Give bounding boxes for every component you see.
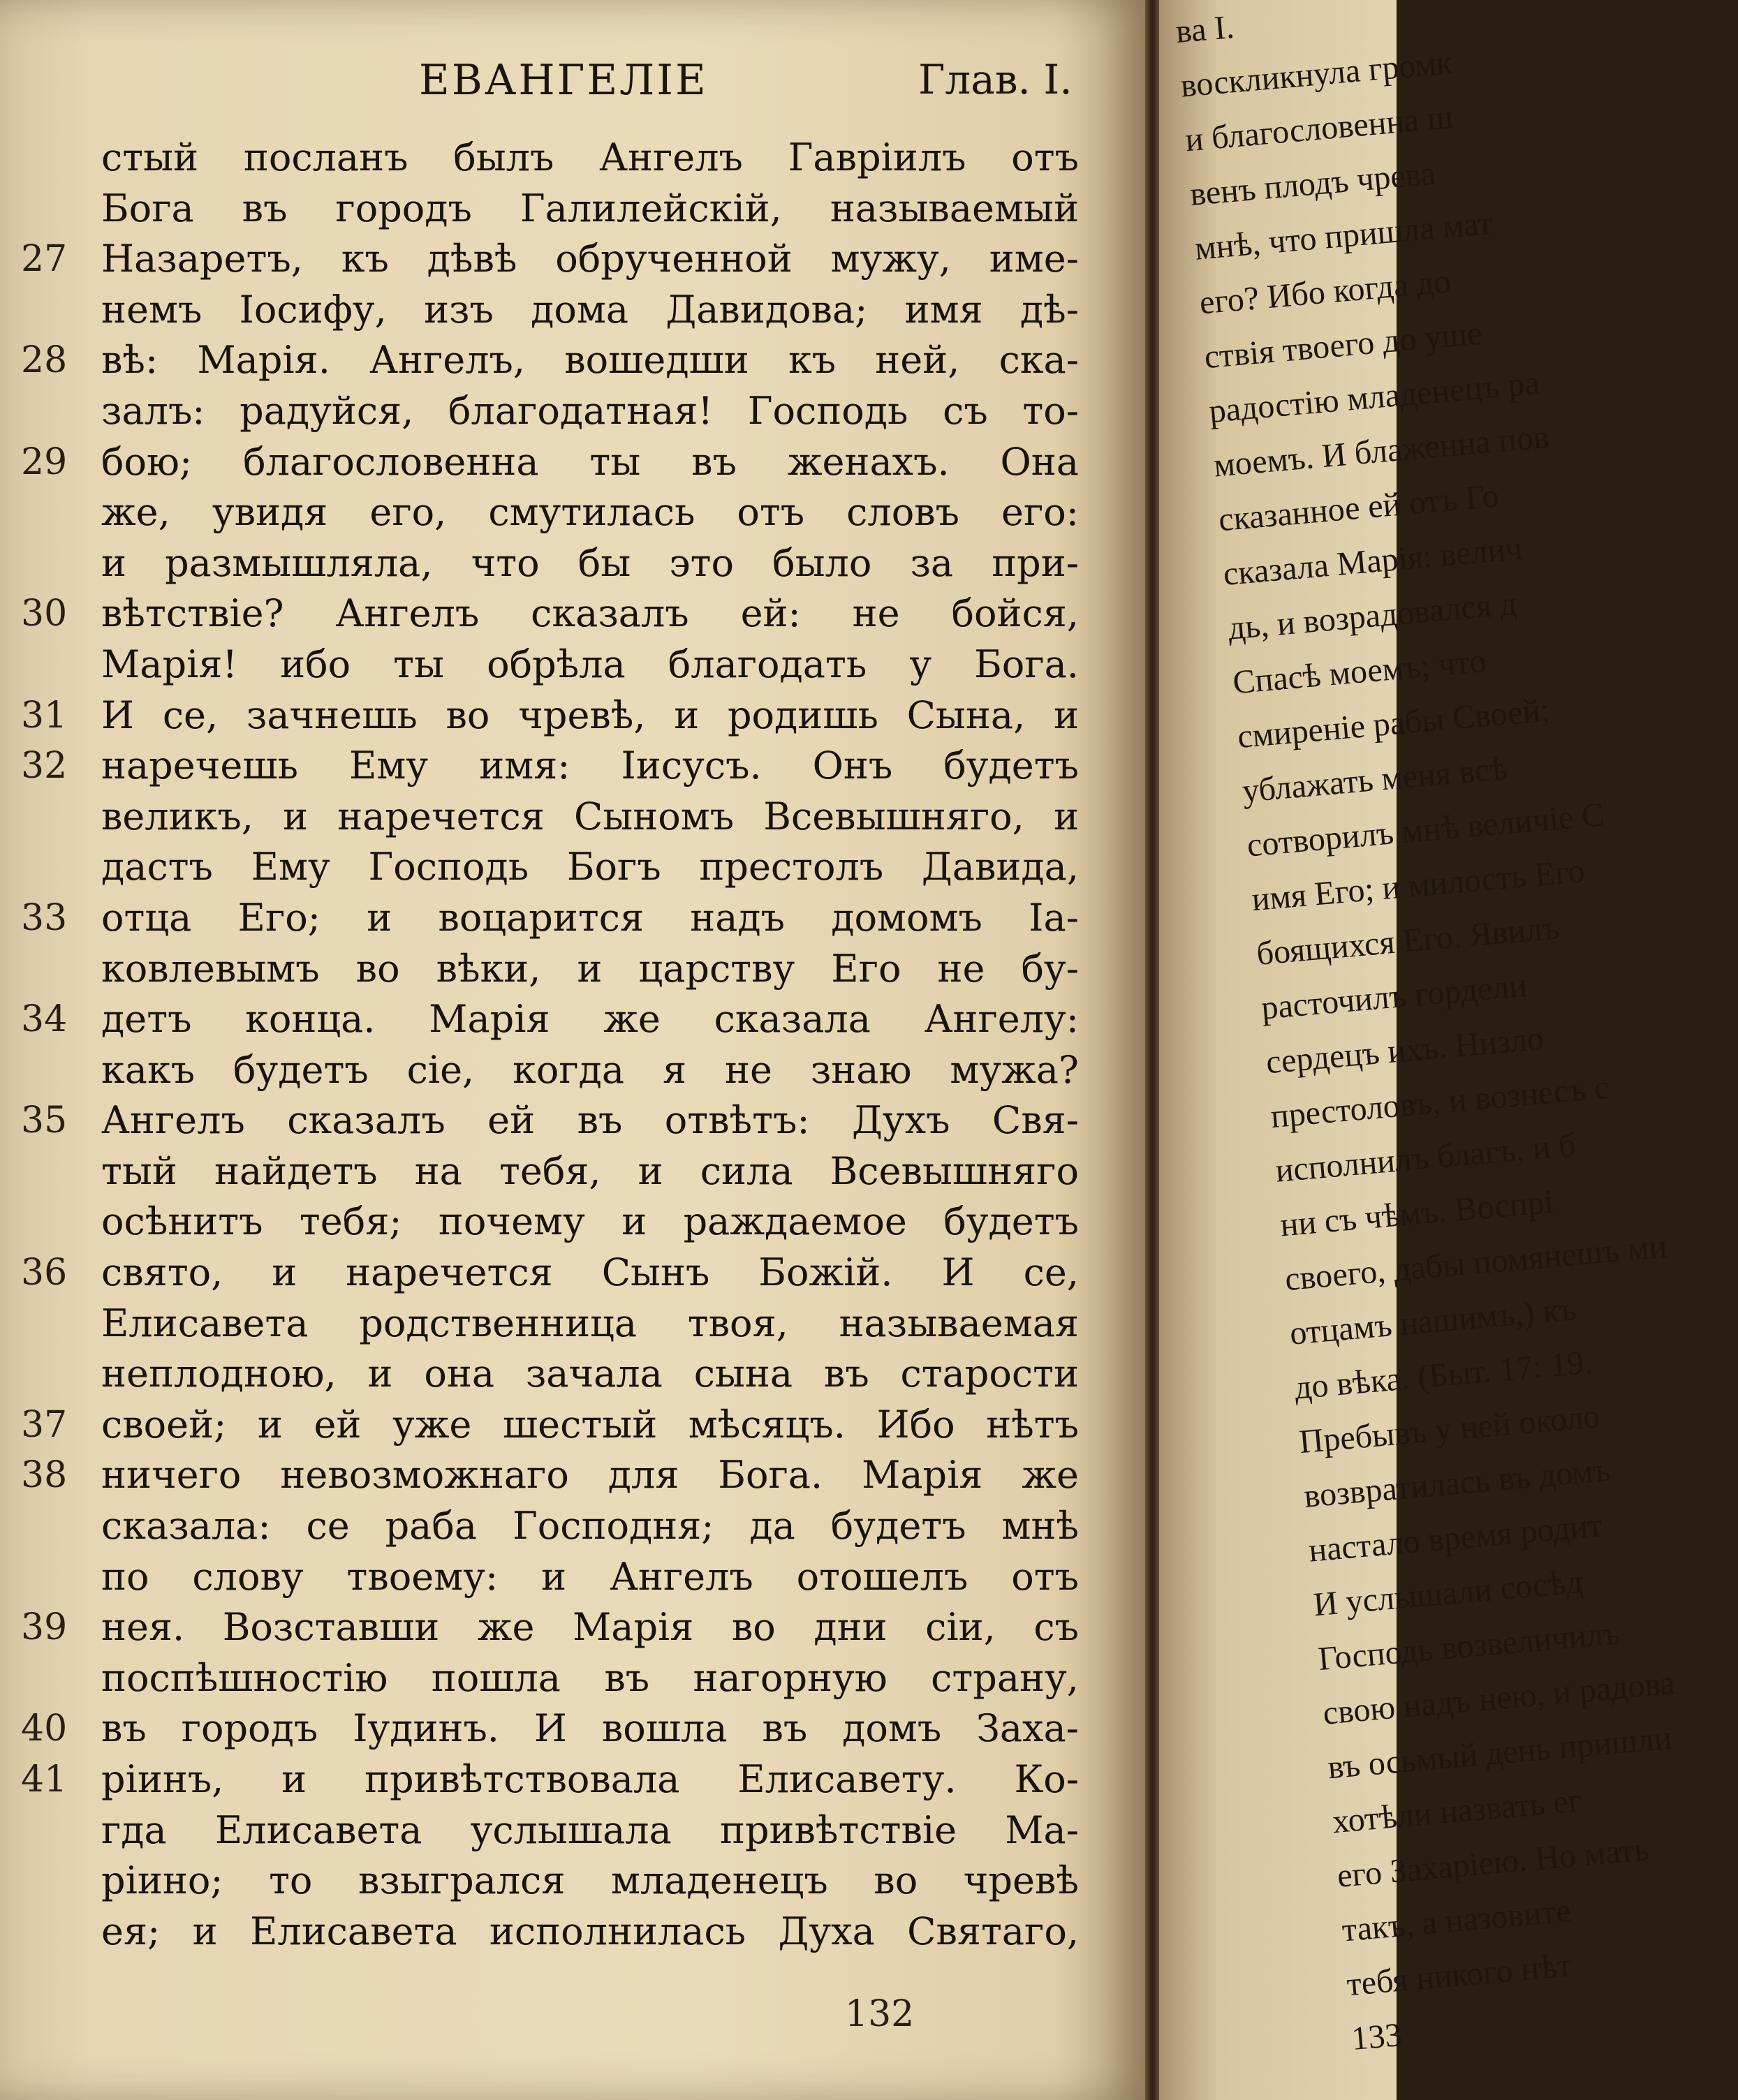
right-page-line: своего, дабы помянешъ ми — [1283, 1227, 1669, 1299]
right-page-line: смиреніе рабы Своей; — [1236, 691, 1552, 756]
book-gutter — [1145, 0, 1159, 2100]
line-text: и размышляла, что бы это было за при- — [101, 540, 1079, 585]
text-line — [0, 1146, 1145, 1197]
verse-number: 34 — [21, 998, 68, 1041]
text-line — [0, 1501, 1145, 1552]
verse-number: 37 — [21, 1403, 68, 1446]
text-line — [0, 437, 1145, 488]
line-text: стый посланъ былъ Ангелъ Гавріилъ отъ — [101, 135, 1079, 179]
line-text: ничего невозможнаго для Бога. Марія же — [101, 1453, 1079, 1498]
line-text: своей; и ей уже шестый мѣсяцъ. Ибо нѣтъ — [101, 1402, 1079, 1447]
right-page-line: исполнилъ благъ, и б — [1274, 1126, 1577, 1190]
line-text: въ городъ Іудинъ. И вошла въ домъ Заха- — [101, 1706, 1079, 1751]
right-page-line: и благословенна ш — [1184, 98, 1455, 159]
right-page-line: венъ плодъ чрева — [1188, 154, 1437, 214]
line-text: детъ конца. Марія же сказала Ангелу: — [101, 997, 1079, 1042]
verse-number: 33 — [21, 896, 68, 939]
text-line — [0, 690, 1145, 741]
text-line — [0, 1602, 1145, 1653]
verse-number: 29 — [21, 441, 68, 483]
right-page-line: Пребывъ у ней около — [1297, 1397, 1602, 1461]
line-text: великъ, и наречется Сыномъ Всевышняго, и — [101, 794, 1079, 838]
line-text: сказала: се раба Господня; да будетъ мнѣ — [101, 1504, 1079, 1548]
verse-number: 28 — [21, 339, 68, 382]
right-page — [1159, 0, 1677, 2100]
right-page-line: сказала Марія: велич — [1221, 529, 1524, 593]
line-text: Назаретъ, къ дѣвѣ обрученной мужу, име- — [101, 237, 1079, 281]
line-text: ріинъ, и привѣтствовала Елисавету. Ко- — [101, 1757, 1079, 1801]
right-page-line: такъ, а назовите — [1340, 1892, 1573, 1949]
text-line — [0, 1856, 1145, 1907]
text-line — [0, 1248, 1145, 1299]
right-page-line: хотѣли назвать ег — [1331, 1782, 1584, 1841]
running-head — [105, 56, 1082, 119]
line-text: неплодною, и она зачала сына въ старости — [101, 1352, 1079, 1396]
text-line — [0, 1450, 1145, 1501]
text-line — [0, 285, 1145, 336]
text-line — [0, 741, 1145, 792]
line-text: ріино; то взыгрался младенецъ во чревѣ — [101, 1858, 1079, 1903]
text-line — [0, 944, 1145, 995]
text-line — [0, 589, 1145, 639]
text-line — [0, 1045, 1145, 1096]
line-text: поспѣшностію пошла въ нагорную страну, — [101, 1655, 1079, 1700]
text-line — [0, 893, 1145, 944]
line-text: Елисавета родственница твоя, называемая — [101, 1301, 1079, 1345]
verse-number: 27 — [21, 238, 68, 281]
text-line — [0, 1299, 1145, 1350]
line-text: Бога въ городъ Галилейскій, называемый — [101, 186, 1079, 230]
right-page-line: сердецъ ихъ. Низло — [1264, 1019, 1545, 1081]
text-line — [0, 639, 1145, 690]
line-text: вѣтствіе? Ангелъ сказалъ ей: не бойся, — [101, 591, 1079, 636]
line-text: гда Елисавета услышала привѣтствіе Ма- — [101, 1807, 1079, 1852]
verse-number: 36 — [21, 1252, 68, 1294]
right-page-line: моемъ. И блаженна пов — [1212, 417, 1551, 485]
verse-number: 35 — [21, 1100, 68, 1142]
right-page-line: престоловъ, и вознесъ с — [1269, 1068, 1611, 1136]
verse-number: 31 — [21, 694, 68, 737]
text-line — [0, 1754, 1145, 1805]
right-page-line: мнѣ, что пришла мат — [1193, 204, 1494, 267]
text-line — [0, 1703, 1145, 1754]
right-page-line: ни съ чѣмъ. Воспрі — [1279, 1183, 1555, 1244]
line-text: Марія! ибо ты обрѣла благодать у Бога. — [101, 642, 1079, 686]
line-text: тый найдетъ на тебя, и сила Всевышняго — [101, 1148, 1079, 1193]
text-line — [0, 1653, 1145, 1704]
line-text: залъ: радуйся, благодатная! Господь съ то- — [101, 388, 1079, 433]
verse-number: 32 — [21, 745, 68, 788]
text-line — [0, 1805, 1145, 1856]
right-page-line: расточилъ гордели — [1260, 966, 1529, 1027]
right-page-line: ствія твоего до уше — [1202, 314, 1484, 376]
text-line — [0, 335, 1145, 386]
chapter-label: Глав. I. — [918, 56, 1073, 103]
line-text: по слову твоему: и Ангелъ отошелъ отъ — [101, 1554, 1079, 1599]
line-text: ея; и Елисавета исполнилась Духа Святаго, — [101, 1909, 1079, 1953]
line-text: отца Его; и воцарится надъ домомъ Іа- — [101, 895, 1079, 940]
text-line — [0, 1907, 1145, 1958]
text-line — [0, 234, 1145, 285]
right-page-line: ва I. — [1174, 8, 1236, 50]
right-page-line: возвратилась въ домъ — [1302, 1451, 1612, 1515]
line-text: нея. Возставши же Марія во дни сіи, съ — [101, 1605, 1079, 1650]
text-line — [0, 1197, 1145, 1248]
text-line — [0, 842, 1145, 893]
line-text: свято, и наречется Сынъ Божій. И се, — [101, 1250, 1079, 1295]
verse-number: 38 — [21, 1454, 68, 1497]
right-page-line: имя Его; и милость Его — [1250, 852, 1586, 919]
right-page-line: сказанное ей отъ Го — [1216, 477, 1501, 539]
text-line — [0, 538, 1145, 589]
right-page-line: дь, и возрадовался д — [1226, 584, 1519, 647]
text-line — [0, 1552, 1145, 1603]
right-page-line: тебя никого нѣт — [1345, 1946, 1573, 2004]
right-page-text — [1159, 0, 1677, 2092]
right-page-line: до вѣка. (Быт. 17: 19. — [1293, 1343, 1594, 1407]
right-page-line: сотворилъ мнѣ величіе С — [1245, 796, 1606, 864]
text-line — [0, 184, 1145, 235]
verse-number: 30 — [21, 593, 68, 635]
line-text: И се, зачнешь во чревѣ, и родишь Сына, и — [101, 693, 1079, 737]
text-line — [0, 487, 1145, 538]
line-text: бою; благословенна ты въ женахъ. Она — [101, 439, 1079, 484]
text-line — [0, 792, 1145, 843]
right-page-line: боящихся Его. Явилъ — [1255, 909, 1561, 973]
verse-number: 39 — [21, 1606, 68, 1649]
verse-number: 41 — [21, 1759, 68, 1800]
text-line — [0, 1400, 1145, 1451]
line-text: ковлевымъ во вѣки, и царству Его не бу- — [101, 946, 1079, 991]
line-text: наречешь Ему имя: Іисусъ. Онъ будетъ — [101, 744, 1079, 788]
right-page-line: въ осьмый день пришли — [1326, 1719, 1674, 1787]
page-title: ЕВАНГЕЛІЕ — [419, 56, 708, 105]
right-page-line: ублажать меня всѣ — [1240, 749, 1510, 810]
right-page-line: Спасѣ моемъ; что — [1231, 642, 1488, 702]
text-line — [0, 133, 1145, 184]
line-text: же, увидя его, смутилась отъ словъ его: — [101, 490, 1079, 535]
line-text: осѣнитъ тебя; почему и раждаемое будетъ — [101, 1199, 1079, 1244]
gospel-text-block — [0, 133, 1145, 1957]
text-line — [0, 1095, 1145, 1146]
right-page-line: 133 — [1350, 2016, 1404, 2057]
line-text: Ангелъ сказалъ ей въ отвѣтъ: Духъ Свя- — [101, 1098, 1079, 1143]
right-page-line: отцамъ нашимъ,) къ — [1288, 1290, 1578, 1352]
right-page-line: Господь возвеличилъ — [1316, 1614, 1622, 1678]
page-number: 132 — [845, 1993, 915, 2035]
verse-number: 40 — [21, 1708, 68, 1750]
right-page-line: И услышали сосѣд — [1311, 1562, 1584, 1624]
right-page-line: радостію младенецъ ра — [1207, 364, 1541, 430]
line-text: немъ Іосифу, изъ дома Давидова; имя дѣ- — [101, 287, 1079, 332]
right-page-line: свою надъ нею, и радова — [1321, 1664, 1677, 1732]
right-page-line: настало время родит — [1307, 1507, 1604, 1569]
text-line — [0, 386, 1145, 437]
line-text: какъ будетъ сіе, когда я не знаю мужа? — [101, 1047, 1079, 1092]
right-page-line: его? Ибо когда до — [1198, 262, 1452, 322]
right-page-line: его Захаріею. Но мать — [1335, 1831, 1651, 1895]
right-page-line: воскликнула громк — [1179, 43, 1455, 105]
text-line — [0, 1349, 1145, 1400]
line-text: дастъ Ему Господь Богъ престолъ Давида, — [101, 845, 1079, 889]
text-line — [0, 994, 1145, 1045]
line-text: вѣ: Марія. Ангелъ, вошедши къ ней, ска- — [101, 338, 1079, 383]
